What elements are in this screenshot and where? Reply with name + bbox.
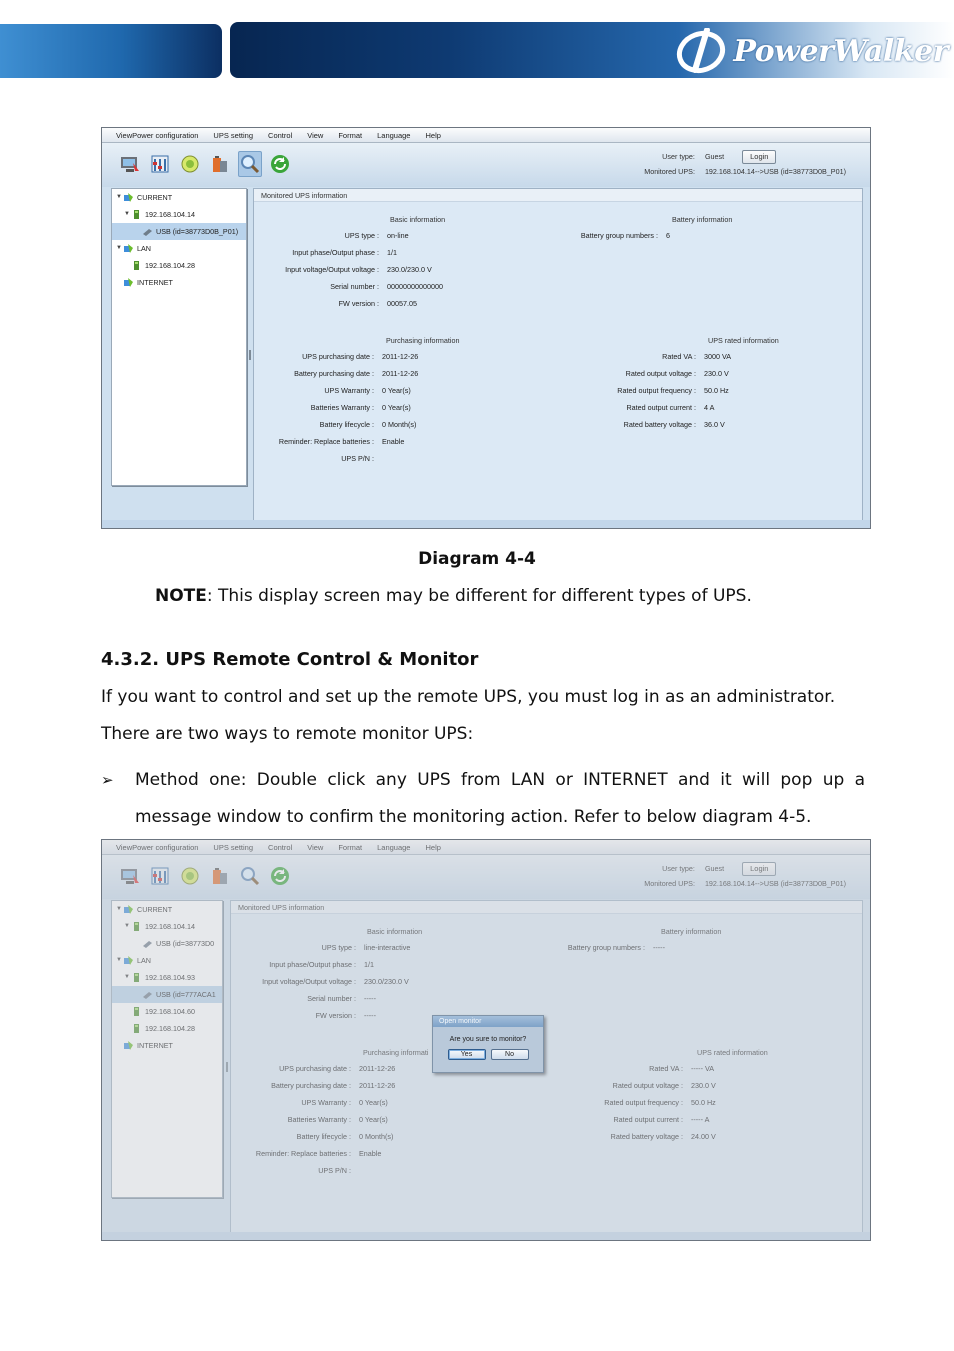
ups-tree	[111, 188, 247, 486]
field-label: Rated VA :	[649, 1064, 683, 1073]
refresh-icon[interactable]	[268, 151, 292, 177]
tree-label: 192.168.104.14	[145, 210, 195, 219]
ups-info-panel	[230, 900, 863, 1233]
field-value: 00057.05	[387, 299, 417, 308]
field-label: Rated output frequency :	[617, 386, 696, 395]
tree-label: USB (id=38773D0	[156, 939, 215, 948]
tree-node-lan[interactable]	[112, 240, 246, 257]
purchasing-info-list	[254, 348, 418, 467]
menu-control[interactable]: Control	[268, 130, 293, 140]
field-value: ----- VA	[691, 1064, 715, 1073]
power-symbol-icon	[673, 28, 729, 74]
field-label: Rated output current :	[613, 1115, 683, 1124]
viewpower-screenshot-1	[101, 127, 871, 529]
field-label: Input phase/Output phase :	[292, 248, 379, 257]
field-label: UPS P/N :	[318, 1166, 351, 1175]
note-label: NOTE	[155, 586, 207, 606]
battery-info-list	[554, 227, 670, 244]
monitored-ups-label: Monitored UPS:	[644, 167, 695, 176]
bullet-method-one	[101, 762, 865, 836]
tree-label: INTERNET	[137, 278, 173, 287]
menu-ups-setting[interactable]: UPS setting	[213, 130, 254, 140]
user-info	[635, 861, 846, 891]
tree-label: 192.168.104.14	[145, 922, 195, 931]
tree-node-ip[interactable]	[112, 1003, 222, 1020]
refresh-icon[interactable]	[268, 863, 292, 889]
field-value: 4 A	[704, 403, 715, 412]
field-label: UPS Warranty :	[324, 386, 374, 395]
field-value: -----	[364, 994, 376, 1003]
configuration-tools-icon[interactable]	[148, 151, 172, 177]
expand-arrow-icon[interactable]: ▼	[116, 245, 122, 251]
field-label: UPS purchasing date :	[302, 352, 374, 361]
field-value: 3000 VA	[704, 352, 732, 361]
header-banner	[0, 22, 954, 80]
purchasing-info-title: Purchasing informati	[363, 1048, 429, 1057]
diagram-caption: Diagram 4-4	[418, 549, 536, 569]
tree-node-ip[interactable]	[112, 969, 222, 986]
expand-arrow-icon[interactable]: ▼	[124, 974, 130, 980]
ups-device-icon	[131, 209, 142, 220]
banner-left-band	[0, 24, 222, 78]
tree-node-usb[interactable]	[112, 986, 222, 1003]
monitored-ups-label: Monitored UPS:	[644, 879, 695, 888]
field-label: Battery lifecycle :	[319, 420, 374, 429]
field-label: FW version :	[338, 299, 379, 308]
monitor-icon[interactable]	[118, 151, 142, 177]
field-value: 50.0 Hz	[691, 1098, 716, 1107]
search-icon[interactable]	[238, 863, 262, 889]
network-icon	[123, 192, 134, 203]
field-value: 2011-12-26	[359, 1064, 396, 1073]
expand-arrow-icon[interactable]: ▼	[124, 211, 130, 217]
window-bottom-edge	[102, 1232, 870, 1240]
tree-label: 192.168.104.28	[145, 1024, 195, 1033]
field-value: 230.0/230.0 V	[364, 977, 409, 986]
field-label: UPS Warranty :	[301, 1098, 351, 1107]
field-value: 2011-12-26	[382, 352, 419, 361]
tree-label: 192.168.104.60	[145, 1007, 195, 1016]
brand-name: PowerWalker	[733, 33, 948, 69]
field-value: 00000000000000	[387, 282, 443, 291]
splitter-handle[interactable]	[226, 1062, 228, 1072]
field-label: Serial number :	[307, 994, 356, 1003]
field-value: Enable	[359, 1149, 382, 1158]
tree-node-ip[interactable]	[112, 206, 246, 223]
expand-arrow-icon[interactable]: ▼	[116, 906, 122, 912]
tree-label: INTERNET	[137, 1041, 173, 1050]
monitor-icon[interactable]	[118, 863, 142, 889]
menu-bar	[102, 840, 870, 855]
field-value: 0 Year(s)	[359, 1098, 388, 1107]
rated-info-title: UPS rated information	[708, 336, 779, 345]
tree-label: 192.168.104.28	[145, 261, 195, 270]
user-type-label: User type:	[662, 864, 695, 873]
power-status-icon[interactable]	[178, 863, 202, 889]
field-value: 6	[666, 231, 670, 240]
field-value: 1/1	[364, 960, 374, 969]
field-label: UPS P/N :	[341, 454, 374, 463]
field-value: 1/1	[387, 248, 397, 257]
tree-label: LAN	[137, 244, 151, 253]
field-value: 50.0 Hz	[704, 386, 729, 395]
menu-format[interactable]: Format	[338, 130, 363, 140]
field-value: 0 Month(s)	[359, 1132, 394, 1141]
battery-info-title: Battery information	[672, 215, 733, 224]
field-label: Rated output voltage :	[612, 1081, 683, 1090]
basic-info-list	[231, 939, 410, 1024]
tree-label: USB (id=777ACA1	[156, 990, 216, 999]
network-icon	[123, 277, 134, 288]
yes-button[interactable]: Yes	[448, 1049, 486, 1060]
note-text	[155, 586, 752, 606]
bullet-line-2: message window to confirm the monitoring action. Refer to below diagram 4-5.	[135, 807, 812, 827]
panel-body	[231, 914, 862, 1232]
field-label: Reminder: Replace batteries :	[278, 437, 374, 446]
field-value: line-interactive	[364, 943, 411, 952]
tree-label: LAN	[137, 956, 151, 965]
field-label: Rated VA :	[662, 352, 696, 361]
tree-node-current[interactable]	[112, 189, 246, 206]
ups-info-panel	[253, 188, 863, 521]
field-label: UPS purchasing date :	[279, 1064, 351, 1073]
field-label: Batteries Warranty :	[287, 1115, 351, 1124]
menu-viewpower-configuration[interactable]: ViewPower configuration	[116, 842, 199, 852]
network-icon	[123, 904, 134, 915]
field-value: 24.00 V	[691, 1132, 716, 1141]
ups-device-icon	[131, 1006, 142, 1017]
field-label: Battery purchasing date :	[294, 369, 374, 378]
field-value: 0 Year(s)	[359, 1115, 388, 1124]
basic-info-list	[254, 227, 443, 312]
tree-label: 192.168.104.93	[145, 973, 195, 982]
menu-language[interactable]: Language	[377, 130, 411, 140]
field-label: Battery lifecycle :	[296, 1132, 351, 1141]
field-label: Rated output frequency :	[604, 1098, 683, 1107]
field-label: Battery group numbers :	[567, 943, 645, 952]
field-value: Enable	[382, 437, 405, 446]
field-value: 36.0 V	[704, 420, 725, 429]
brand-logo	[673, 28, 948, 74]
network-icon	[123, 955, 134, 966]
panel-body	[254, 202, 862, 520]
dialog-message: Are you sure to monitor?	[449, 1036, 527, 1043]
tree-node-ip[interactable]	[112, 1020, 222, 1037]
ups-device-icon	[131, 972, 142, 983]
toolbar	[102, 855, 870, 899]
paragraph-admin: If you want to control and set up the remote UPS, you must log in as an administrator.	[101, 687, 836, 707]
viewpower-screenshot-2	[101, 839, 871, 1241]
menu-help[interactable]: Help	[425, 842, 441, 852]
field-value: 0 Month(s)	[382, 420, 417, 429]
expand-arrow-icon[interactable]: ▼	[116, 957, 122, 963]
login-button[interactable]: Login	[742, 150, 776, 164]
tree-node-usb[interactable]	[112, 935, 222, 952]
menu-view[interactable]: View	[307, 842, 324, 852]
expand-arrow-icon[interactable]: ▼	[124, 923, 130, 929]
field-label: Serial number :	[330, 282, 379, 291]
field-value: 230.0 V	[704, 369, 729, 378]
power-status-icon[interactable]	[178, 151, 202, 177]
field-value: 230.0/230.0 V	[387, 265, 432, 274]
field-label: Battery purchasing date :	[271, 1081, 351, 1090]
field-label: Reminder: Replace batteries :	[255, 1149, 351, 1158]
field-value: 2011-12-26	[359, 1081, 396, 1090]
menu-viewpower-configuration[interactable]: ViewPower configuration	[116, 130, 199, 140]
ups-tree	[111, 900, 223, 1198]
expand-arrow-icon[interactable]: ▼	[116, 194, 122, 200]
field-value: on-line	[387, 231, 409, 240]
menu-language[interactable]: Language	[377, 842, 411, 852]
usb-icon	[142, 226, 153, 237]
field-label: Rated battery voltage :	[610, 1132, 683, 1141]
field-label: Rated output current :	[626, 403, 696, 412]
field-label: Input phase/Output phase :	[269, 960, 356, 969]
login-button[interactable]: Login	[742, 862, 776, 876]
toolbar	[102, 143, 870, 187]
window-bottom-edge	[102, 520, 870, 528]
user-info	[635, 149, 846, 179]
monitored-ups-value: 192.168.104.14-->USB (id=38773D0B_P01)	[704, 879, 846, 888]
purchasing-info-title: Purchasing information	[386, 336, 460, 345]
tree-node-ip[interactable]	[112, 918, 222, 935]
tree-node-internet[interactable]	[112, 274, 246, 291]
menu-bar	[102, 128, 870, 143]
field-value: 0 Year(s)	[382, 403, 411, 412]
field-label: Batteries Warranty :	[310, 403, 374, 412]
battery-icon[interactable]	[208, 151, 232, 177]
battery-info-list	[541, 939, 665, 956]
field-value: -----	[364, 1011, 376, 1020]
tree-label: CURRENT	[137, 193, 173, 202]
configuration-tools-icon[interactable]	[148, 863, 172, 889]
menu-control[interactable]: Control	[268, 842, 293, 852]
usb-icon	[142, 938, 153, 949]
network-icon	[123, 1040, 134, 1051]
ups-device-icon	[131, 921, 142, 932]
field-label: Rated battery voltage :	[623, 420, 696, 429]
search-icon[interactable]	[238, 151, 262, 177]
rated-info-list	[541, 1060, 716, 1145]
paragraph-two-ways: There are two ways to remote monitor UPS:	[101, 724, 474, 744]
no-button[interactable]: No	[491, 1049, 529, 1060]
rated-info-list	[554, 348, 731, 433]
field-value: 0 Year(s)	[382, 386, 411, 395]
tree-node-internet[interactable]	[112, 1037, 222, 1054]
menu-help[interactable]: Help	[425, 130, 441, 140]
user-type-label: User type:	[662, 152, 695, 161]
field-value: 230.0 V	[691, 1081, 716, 1090]
ups-device-icon	[131, 1023, 142, 1034]
bullet-line-1: Method one: Double click any UPS from LAN or INTERNET and it will pop up a	[135, 770, 865, 790]
tree-node-lan[interactable]	[112, 952, 222, 969]
monitored-ups-value: 192.168.104.14-->USB (id=38773D0B_P01)	[704, 167, 846, 176]
usb-icon	[142, 989, 153, 1000]
menu-format[interactable]: Format	[338, 842, 363, 852]
open-monitor-dialog	[432, 1015, 544, 1073]
tree-node-usb[interactable]	[112, 223, 246, 240]
rated-info-title: UPS rated information	[697, 1048, 768, 1057]
tree-label: USB (id=38773D0B_P01)	[156, 227, 239, 236]
tree-node-ip[interactable]	[112, 257, 246, 274]
purchasing-info-list	[231, 1060, 395, 1179]
arrow-bullet-icon: ➢	[101, 771, 114, 789]
field-value: 2011-12-26	[382, 369, 419, 378]
ups-device-icon	[131, 260, 142, 271]
menu-view[interactable]: View	[307, 130, 324, 140]
field-value: ----- A	[691, 1115, 710, 1124]
field-label: Input voltage/Output voltage :	[285, 265, 379, 274]
field-label: UPS type :	[321, 943, 356, 952]
tree-label: CURRENT	[137, 905, 173, 914]
field-label: Rated output voltage :	[625, 369, 696, 378]
panel-title: Monitored UPS information	[231, 901, 862, 914]
splitter-handle[interactable]	[249, 350, 251, 360]
section-heading: 4.3.2. UPS Remote Control & Monitor	[101, 649, 479, 670]
panel-title: Monitored UPS information	[254, 189, 862, 202]
field-label: Input voltage/Output voltage :	[262, 977, 356, 986]
field-label: Battery group numbers :	[580, 231, 658, 240]
battery-icon[interactable]	[208, 863, 232, 889]
basic-info-title: Basic information	[390, 215, 446, 224]
basic-info-title: Basic information	[367, 927, 423, 936]
user-type-value: Guest	[704, 864, 725, 873]
user-type-value: Guest	[704, 152, 725, 161]
network-icon	[123, 243, 134, 254]
field-label: FW version :	[315, 1011, 356, 1020]
battery-info-title: Battery information	[661, 927, 722, 936]
dialog-title: Open monitor	[433, 1016, 543, 1027]
menu-ups-setting[interactable]: UPS setting	[213, 842, 254, 852]
note-body: : This display screen may be different for different types of UPS.	[206, 586, 752, 606]
bullet-text	[135, 762, 865, 836]
tree-node-current[interactable]	[112, 901, 222, 918]
field-value: -----	[653, 943, 665, 952]
field-label: UPS type :	[344, 231, 379, 240]
